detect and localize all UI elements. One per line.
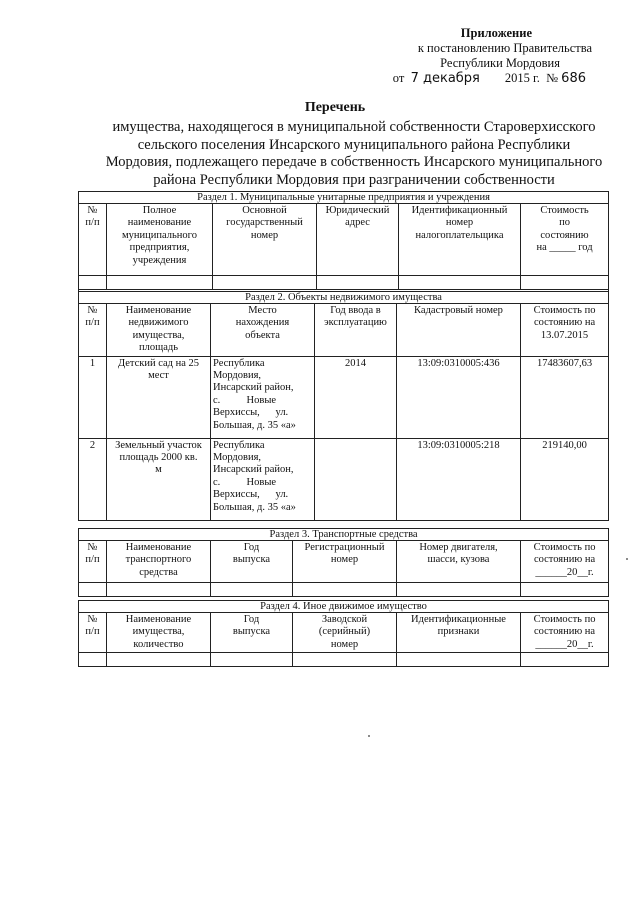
header-cell: Год ввода в эксплуатацию	[315, 304, 397, 357]
subtitle-line: сельского поселения Инсарского муниципального района Республики	[137, 136, 571, 153]
header-cell: Идентификационный номер налогоплательщика	[399, 204, 521, 276]
header-cell: Заводской (серийный) номер	[293, 613, 397, 653]
property-address: Республика Мордовия, Инсарский район, с. Новые Верхиссы, ул. Большая, д. 35 «а»	[211, 438, 315, 520]
property-address: Республика Мордовия, Инсарский район, с. Новые Верхиссы, ул. Большая, д. 35 «а»	[211, 356, 315, 438]
header-cell: Стоимость по состоянию на ______20__г.	[521, 541, 609, 583]
number-prefix: №	[546, 71, 559, 85]
header-cell: Год выпуска	[211, 541, 293, 583]
document-title: Перечень	[304, 100, 366, 115]
header-cell: Наименование недвижимого имущества, площадь	[107, 304, 211, 357]
header-cell: Номер двигателя, шасси, кузова	[397, 541, 521, 583]
section-2-caption: Раздел 2. Объекты недвижимого имущества	[79, 292, 609, 304]
table-row	[79, 356, 609, 438]
section-3-caption: Раздел 3. Транспортные средства	[79, 529, 609, 541]
date-year: 2015 г.	[504, 71, 540, 85]
commission-year: 2014	[315, 356, 397, 438]
handwritten-date: 7 декабря	[410, 71, 480, 86]
cadastral-number: 13:09:0310005:218	[397, 438, 521, 520]
section-4-table	[78, 600, 609, 667]
property-name: Земельный участок площадь 2000 кв. м	[107, 438, 211, 520]
header-cell: № п/п	[79, 541, 107, 583]
appendix-line-1: к постановлению Правительства	[417, 41, 592, 55]
document-subtitle	[74, 119, 634, 189]
header-cell: Стоимость по состоянию на ______20__г.	[521, 613, 609, 653]
section-2-table	[78, 291, 609, 521]
section-1-caption: Раздел 1. Муниципальные унитарные предприятия и учреждения	[79, 192, 609, 204]
header-cell: Место нахождения объекта	[211, 304, 315, 357]
cadastral-number: 13:09:0310005:436	[397, 356, 521, 438]
header-cell: Основной государственный номер	[213, 204, 317, 276]
header-cell: Полное наименование муниципального предприятия, учреждения	[107, 204, 213, 276]
header-cell: Год выпуска	[211, 613, 293, 653]
date-prefix: от	[392, 71, 405, 85]
header-cell: № п/п	[79, 204, 107, 276]
header-cell: № п/п	[79, 613, 107, 653]
empty-row	[79, 653, 609, 667]
scan-speck	[368, 735, 370, 737]
section-1-table	[78, 191, 609, 301]
subtitle-line: района Республики Мордовия при разграничении собственности	[153, 171, 555, 188]
row-number: 1	[79, 356, 107, 438]
header-cell: Наименование имущества, количество	[107, 613, 211, 653]
appendix-line-2: Республики Мордовия	[440, 56, 560, 70]
header-cell: Кадастровый номер	[397, 304, 521, 357]
empty-row	[79, 276, 609, 290]
table-row	[79, 438, 609, 520]
header-cell: Регистрационный номер	[293, 541, 397, 583]
row-number: 2	[79, 438, 107, 520]
header-cell: № п/п	[79, 304, 107, 357]
property-name: Детский сад на 25 мест	[107, 356, 211, 438]
property-cost: 17483607,63	[521, 356, 609, 438]
header-cell: Идентификационные признаки	[397, 613, 521, 653]
section-4-caption: Раздел 4. Иное движимое имущество	[79, 601, 609, 613]
header-cell: Стоимость по состоянию на _____ год	[521, 204, 609, 276]
appendix-title: Приложение	[460, 26, 532, 40]
appendix-date-line	[393, 71, 586, 86]
handwritten-number: 686	[561, 71, 586, 86]
header-cell: Юридический адрес	[317, 204, 399, 276]
subtitle-line: имущества, находящегося в муниципальной собственности Староверхисского	[112, 119, 596, 135]
header-cell: Стоимость по состоянию на 13.07.2015	[521, 304, 609, 357]
header-cell: Наименование транспортного средства	[107, 541, 211, 583]
property-cost: 219140,00	[521, 438, 609, 520]
empty-row	[79, 583, 609, 597]
commission-year	[315, 438, 397, 520]
scan-speck	[626, 558, 628, 560]
section-3-table	[78, 528, 609, 597]
subtitle-line: Мордовия, подлежащего передаче в собственность Инсарского муниципального	[105, 154, 603, 170]
